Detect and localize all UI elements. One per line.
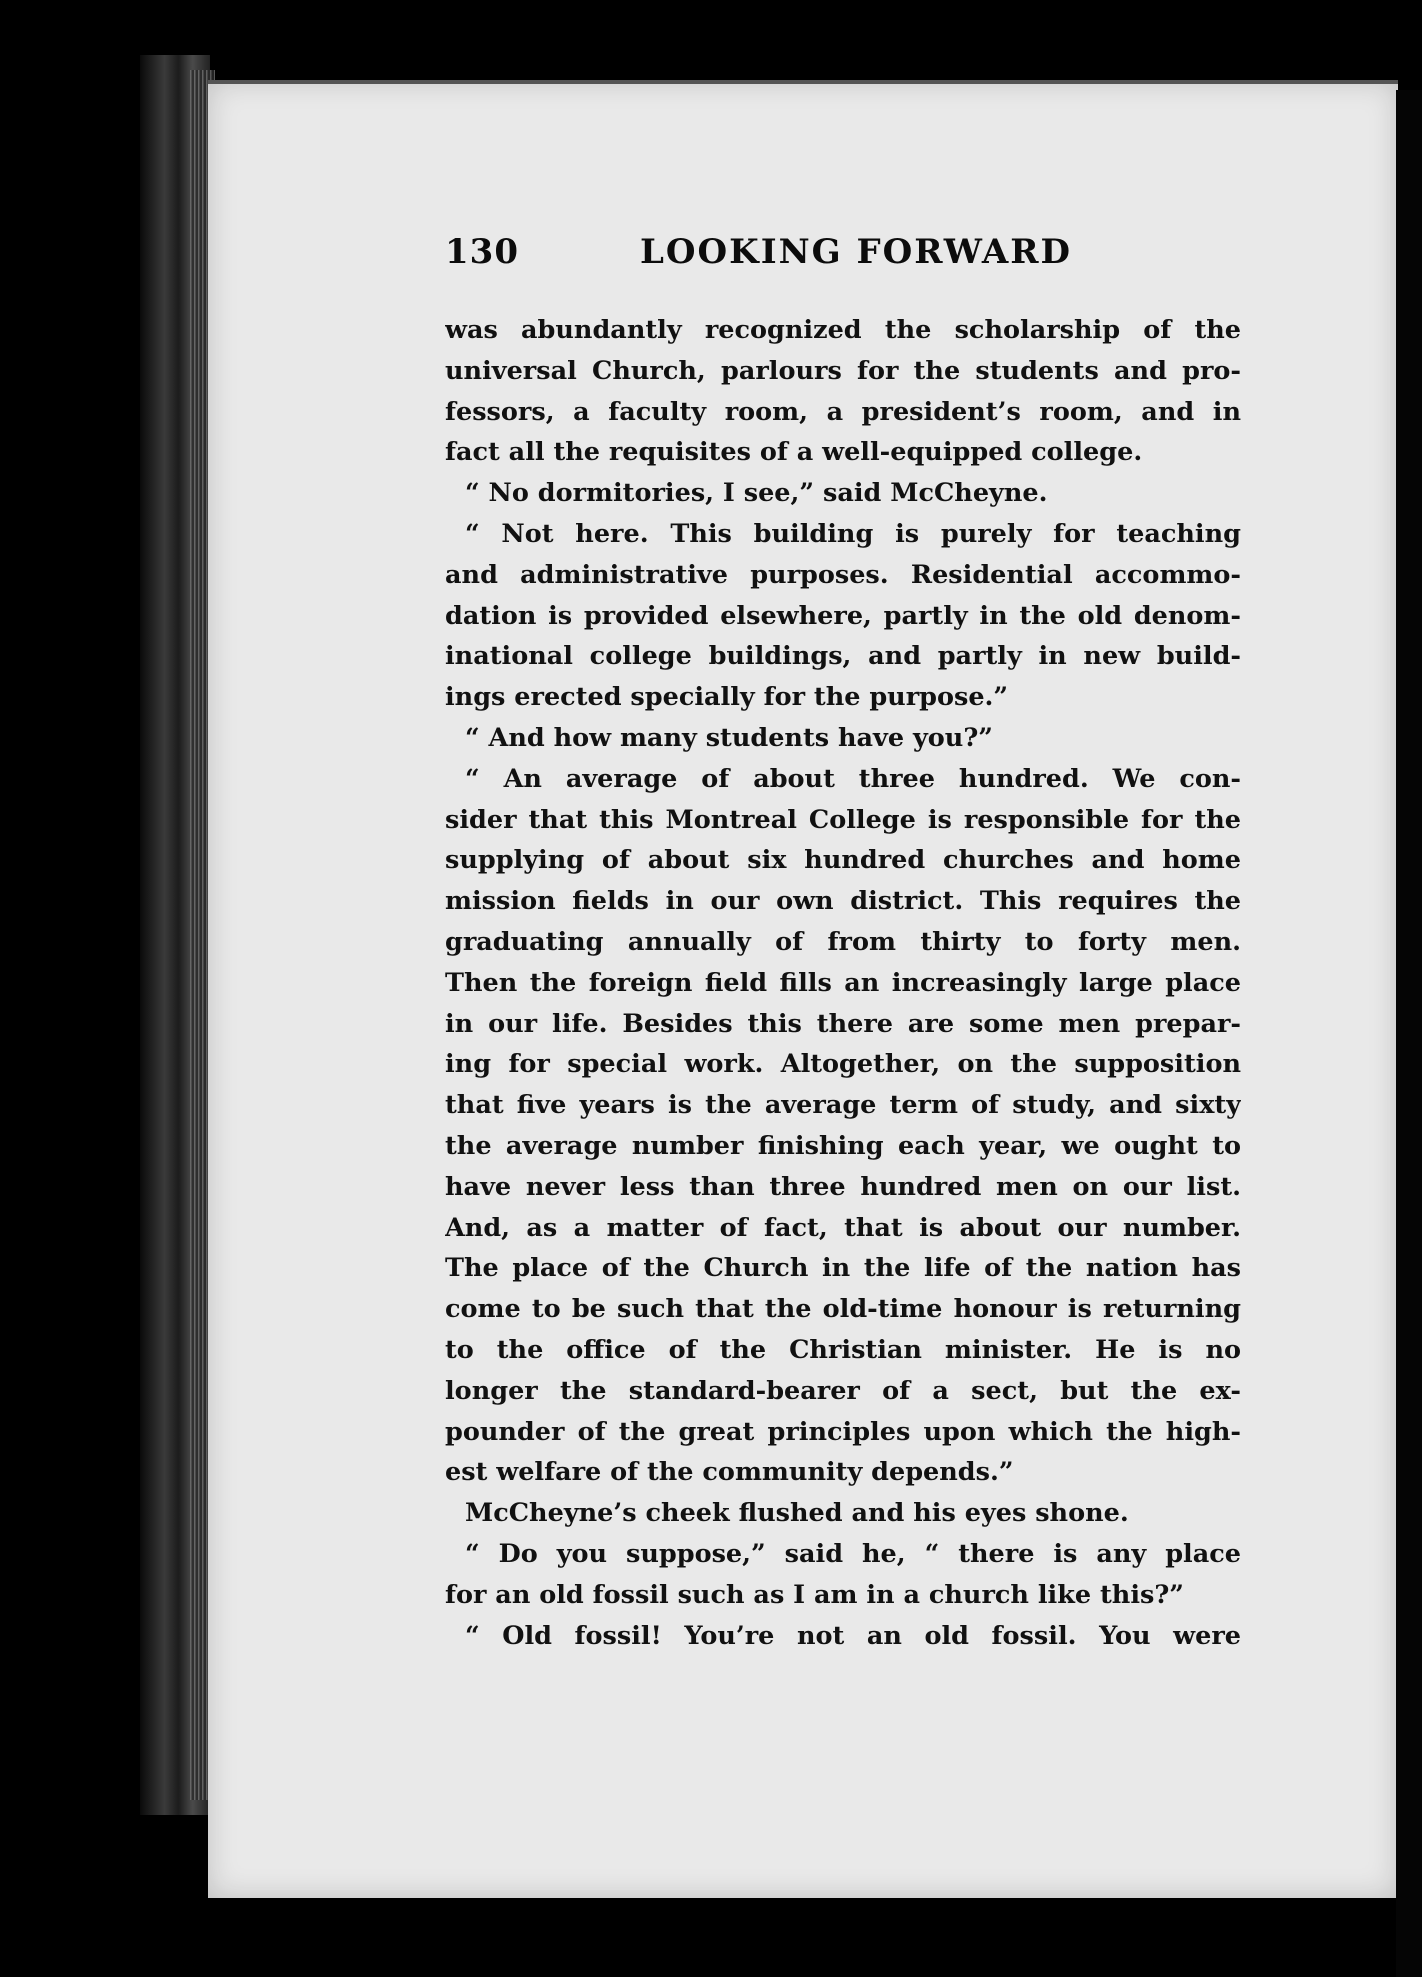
text-line: the average number finishing each year, we ought to [445,1130,1241,1161]
text-line: inational college buildings, and partly in new build- [445,641,1241,672]
page-top-edge [208,80,1398,84]
text-line: “ An average of about three hundred. We con- [465,763,1241,794]
text-line: come to be such that the old-time honour is returning [445,1294,1241,1325]
text-line: “ No dormitories, I see,” said McCheyne. [465,478,1048,509]
text-line: for an old fossil such as I am in a church like this?” [445,1579,1184,1610]
text-line: “ Do you suppose,” said he, “ there is any place [465,1538,1241,1569]
page-header [445,232,1245,282]
text-line: And, as a matter of fact, that is about our number. [445,1212,1241,1243]
text-line: ings erected specially for the purpose.” [445,682,1009,713]
text-line: graduating annually of from thirty to forty men. [445,926,1241,957]
text-line: in our life. Besides this there are some men prepar- [445,1008,1241,1039]
text-line: “ Not here. This building is purely for teaching [465,518,1241,549]
text-line: to the office of the Christian minister. He is no [445,1334,1241,1365]
text-line: “ And how many students have you?” [465,722,993,753]
text-line: pounder of the great principles upon which the high- [445,1416,1241,1447]
text-line: fessors, a faculty room, a president’s room, and in [445,396,1241,427]
right-page-edge [1396,90,1422,1977]
text-line: Then the foreign field fills an increasingly large place [445,967,1241,998]
text-line: ing for special work. Altogether, on the supposition [445,1049,1241,1080]
text-line: The place of the Church in the life of the nation has [445,1253,1241,1284]
text-line: fact all the requisites of a well-equipped college. [445,437,1143,468]
text-line: supplying of about six hundred churches and home [445,845,1241,876]
text-line: have never less than three hundred men on our list. [445,1171,1241,1202]
page-number: 130 [445,232,519,272]
text-line: longer the standard-bearer of a sect, but the ex- [445,1375,1241,1406]
running-title: LOOKING FORWARD [640,232,1072,272]
text-line: est welfare of the community depends.” [445,1457,1014,1488]
text-line: “ Old fossil! You’re not an old fossil. You were [465,1620,1241,1651]
text-line: was abundantly recognized the scholarship of the [445,315,1241,345]
text-line: universal Church, parlours for the students and pro- [445,355,1241,386]
text-line: dation is provided elsewhere, partly in the old denom- [445,600,1241,631]
body-text [445,310,1241,1656]
text-line: McCheyne’s cheek flushed and his eyes shone. [465,1498,1129,1529]
text-line: that five years is the average term of study, and sixty [445,1090,1241,1121]
text-line: sider that this Montreal College is responsible for the [445,804,1241,835]
text-line: mission fields in our own district. This requires the [445,886,1241,917]
text-line: and administrative purposes. Residential accommo- [445,559,1241,590]
